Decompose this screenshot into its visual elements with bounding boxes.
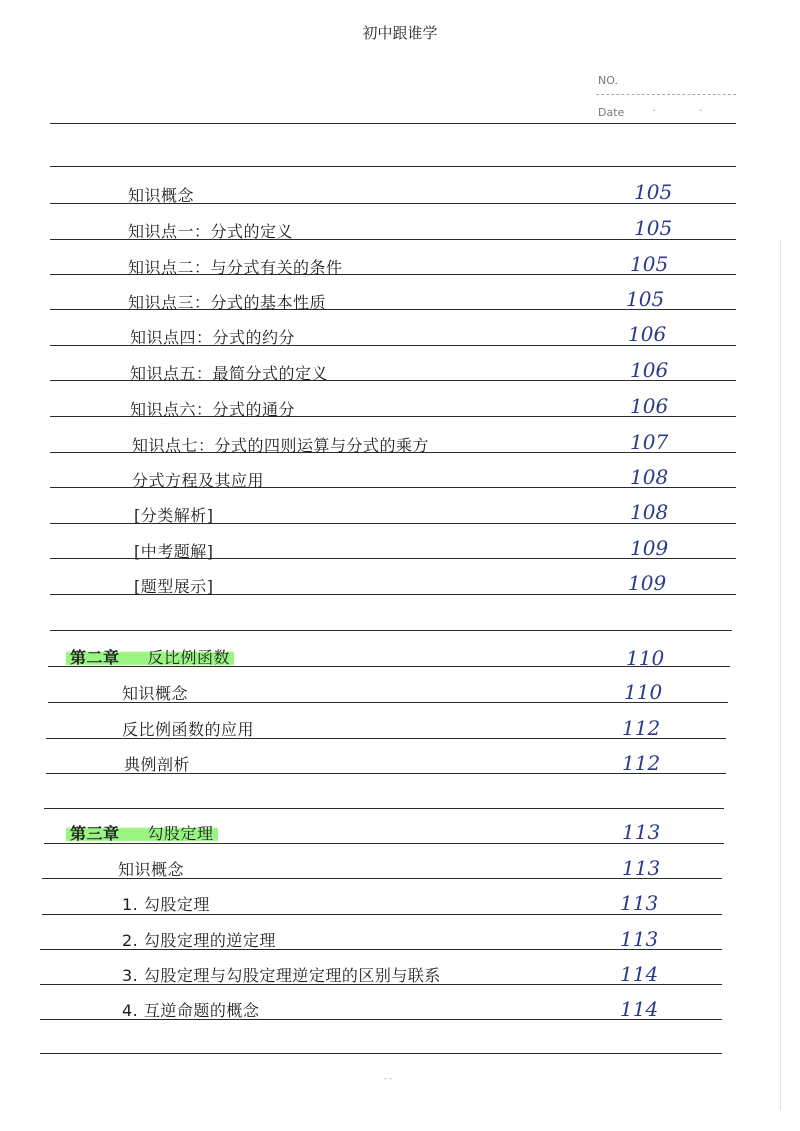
toc-entry-page: 114 <box>620 962 659 986</box>
toc-entry-text: 知识概念 <box>128 186 195 205</box>
ruled-line <box>50 123 736 124</box>
toc-entry-page: 108 <box>630 500 669 524</box>
toc-entry-page: 109 <box>628 571 667 595</box>
toc-entry-page: 110 <box>624 680 663 704</box>
ruled-line <box>50 630 732 631</box>
toc-entry-text: [题型展示] <box>134 577 214 596</box>
chapter-2-number: 第二章 <box>70 648 120 667</box>
page-footer-mark: - - <box>384 1074 393 1083</box>
toc-entry-text: 1. 勾股定理 <box>122 895 210 914</box>
toc-entry-text: 反比例函数的应用 <box>122 720 255 739</box>
toc-entry-page: 113 <box>622 856 661 880</box>
toc-entry-page: 106 <box>630 358 669 382</box>
notebook-date-label: Date <box>598 106 625 119</box>
notebook-no-line <box>596 94 736 95</box>
toc-entry-text: [中考题解] <box>134 542 214 561</box>
toc-entry-page: 107 <box>630 430 669 454</box>
toc-entry-text: 知识点七：分式的四则运算与分式的乘方 <box>132 436 430 455</box>
page-edge <box>780 240 781 1110</box>
toc-entry-text: [分类解析] <box>134 506 214 525</box>
toc-entry-page: 106 <box>628 322 667 346</box>
toc-entry-text: 知识点一：分式的定义 <box>128 222 294 241</box>
toc-entry-page: 105 <box>634 180 673 204</box>
toc-entry-text: 知识点三：分式的基本性质 <box>128 293 327 312</box>
chapter-3-number: 第三章 <box>70 824 120 843</box>
toc-entry-page: 108 <box>630 465 669 489</box>
chapter-3-title: 勾股定理 <box>147 824 214 843</box>
toc-entry-text: 知识点五：最简分式的定义 <box>130 364 329 383</box>
chapter-3-highlight <box>66 824 218 843</box>
toc-entry-text: 3. 勾股定理与勾股定理逆定理的区别与联系 <box>122 966 441 985</box>
ruled-line <box>44 808 724 809</box>
chapter-2-heading <box>66 645 234 668</box>
ruled-line <box>50 166 736 167</box>
toc-entry-text: 知识点二：与分式有关的条件 <box>128 258 343 277</box>
toc-entry-text: 2. 勾股定理的逆定理 <box>122 931 276 950</box>
toc-entry-page: 113 <box>620 891 659 915</box>
toc-entry-page: 109 <box>630 536 669 560</box>
toc-entry-text: 知识点六：分式的通分 <box>130 400 296 419</box>
chapter-2-highlight <box>66 648 234 667</box>
toc-entry-page: 114 <box>620 997 659 1021</box>
toc-entry-text: 知识概念 <box>122 684 189 703</box>
notebook-date-dots: · · <box>652 104 723 117</box>
chapter-3-page: 113 <box>622 820 661 844</box>
toc-entry-text: 知识点四：分式的约分 <box>130 328 296 347</box>
chapter-3-heading <box>66 821 218 844</box>
toc-entry-page: 105 <box>634 216 673 240</box>
toc-entry-text: 典例剖析 <box>124 755 191 774</box>
toc-entry-page: 106 <box>630 394 669 418</box>
ruled-line <box>40 1053 722 1054</box>
toc-entry-text: 分式方程及其应用 <box>132 471 265 490</box>
toc-entry-text: 知识概念 <box>118 860 185 879</box>
toc-entry-text: 4. 互逆命题的概念 <box>122 1001 260 1020</box>
notebook-no-label: NO. <box>598 74 618 87</box>
toc-entry-page: 105 <box>630 252 669 276</box>
toc-entry-page: 112 <box>622 716 661 740</box>
chapter-2-title: 反比例函数 <box>147 648 231 667</box>
toc-entry-page: 105 <box>626 287 665 311</box>
chapter-2-page: 110 <box>626 646 665 670</box>
toc-entry-page: 112 <box>622 751 661 775</box>
page-header-title: 初中跟谁学 <box>362 24 438 42</box>
toc-entry-page: 113 <box>620 927 659 951</box>
